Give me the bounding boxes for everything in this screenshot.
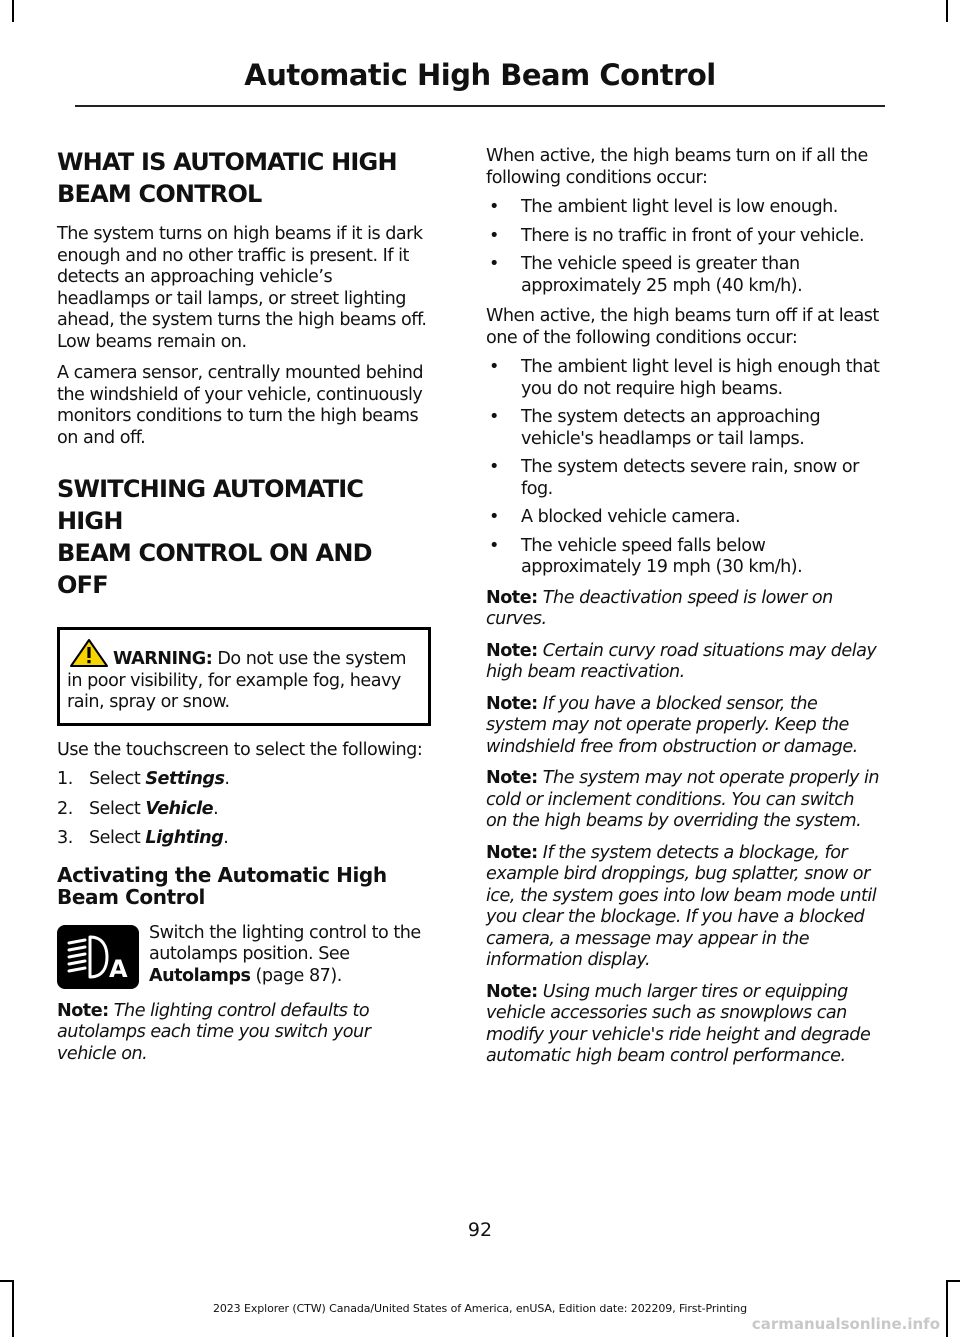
svg-text:A: A xyxy=(109,954,128,983)
paragraph: A camera sensor, centrally mounted behind the windshield of your vehicle, continuously monitors conditions to turn the high beams on and off. xyxy=(57,363,424,448)
list-text: The system detects an approaching vehicle's headlamps or tail lamps. xyxy=(521,407,821,449)
step-number: 3. xyxy=(57,828,73,848)
note xyxy=(486,588,880,631)
step-text: Select xyxy=(89,769,146,789)
note xyxy=(57,1001,429,1066)
note-text: The lighting control defaults to autolamps each time you switch your vehicle on. xyxy=(57,1000,371,1064)
list-text: The vehicle speed is greater than approximately 25 mph (40 km/h). xyxy=(521,254,803,296)
bullet: • xyxy=(489,225,499,246)
note-text: The deactivation speed is lower on curves. xyxy=(486,587,833,629)
list-item xyxy=(486,197,880,219)
list-text: A blocked vehicle camera. xyxy=(521,507,741,527)
note xyxy=(486,694,880,759)
menu-item-settings: Settings xyxy=(145,769,225,789)
page-number: 92 xyxy=(467,1219,493,1241)
list-text: The ambient light level is high enough that you do not require high beams. xyxy=(521,357,880,399)
footer-text: 2023 Explorer (CTW) Canada/United States of America, enUSA, Edition date: 202209, First-Printing xyxy=(212,1302,748,1315)
conditions-on-list xyxy=(486,197,880,297)
left-column xyxy=(57,146,429,1065)
list-item xyxy=(57,769,429,791)
page-reference: (page 87). xyxy=(250,965,342,986)
note-label: Note: xyxy=(486,981,538,1002)
note xyxy=(486,768,880,833)
step-punct: . xyxy=(224,769,230,789)
step-punct: . xyxy=(213,798,219,819)
paragraph: When active, the high beams turn off if at least one of the following conditions occur: xyxy=(486,306,879,348)
note xyxy=(486,641,880,684)
section-heading-switching xyxy=(57,473,429,601)
step-text: Select xyxy=(89,828,146,848)
list-item xyxy=(486,357,880,400)
steps-list xyxy=(57,769,429,850)
list-item xyxy=(57,799,429,821)
crop-mark xyxy=(0,1280,14,1282)
conditions-off-list xyxy=(486,357,880,579)
heading-line: BEAM CONTROL ON AND OFF xyxy=(57,539,372,599)
list-text: There is no traffic in front of your vehicle. xyxy=(521,225,865,246)
list-item xyxy=(486,457,880,500)
step-number: 2. xyxy=(57,798,73,819)
note-label: Note: xyxy=(486,640,538,661)
note-label: Note: xyxy=(486,768,538,788)
warning-box xyxy=(57,627,431,726)
icon-instruction-text xyxy=(149,923,429,989)
paragraph: When active, the high beams turn on if all the following conditions occur: xyxy=(486,146,868,188)
bullet: • xyxy=(489,507,499,527)
note xyxy=(486,843,880,972)
list-item xyxy=(486,536,880,579)
crop-mark xyxy=(946,1280,960,1282)
step-number: 1. xyxy=(57,769,73,789)
bullet: • xyxy=(489,254,499,274)
subsection-heading: Activating the Automatic High Beam Control xyxy=(57,862,387,909)
note-label: Note: xyxy=(486,842,538,863)
step-punct: . xyxy=(223,828,229,848)
bullet: • xyxy=(489,457,499,477)
crop-mark xyxy=(946,0,948,22)
icon-instruction xyxy=(57,923,429,989)
list-text: The system detects severe rain, snow or fog. xyxy=(521,457,859,499)
warning-triangle-icon xyxy=(69,638,109,668)
list-item xyxy=(486,226,880,248)
heading-line: SWITCHING AUTOMATIC HIGH xyxy=(57,475,364,535)
note-label: Note: xyxy=(486,693,538,714)
warning-text: Do not use the system in poor visibility, for example fog, heavy rain, spray or snow. xyxy=(67,649,406,712)
section-heading-what-is xyxy=(57,146,429,210)
list-text: The ambient light level is low enough. xyxy=(521,197,838,217)
page-title: Automatic High Beam Control xyxy=(244,58,716,92)
right-column xyxy=(486,146,880,1068)
list-item xyxy=(486,254,880,297)
warning-label: WARNING: xyxy=(113,649,213,669)
list-item xyxy=(57,828,429,850)
note-text: Using much larger tires or equipping vehicle accessories such as snowplows can modify your vehicle's ride height and degrade automatic high beam control performance. xyxy=(486,981,871,1066)
bullet: • xyxy=(489,535,499,556)
list-item xyxy=(486,407,880,450)
note-label: Note: xyxy=(57,1000,109,1021)
note-text: If you have a blocked sensor, the system may not operate properly. Keep the windshield free from obstruction or damage. xyxy=(486,693,858,757)
bullet: • xyxy=(489,357,499,377)
paragraph: The system turns on high beams if it is dark enough and no other traffic is present. If it detects an approaching vehicle’s headlamps or tail lamps, or street lighting ahead, the system turns the high beams off. Low beams remain on. xyxy=(57,224,427,352)
watermark: carmanualsonline.info xyxy=(751,1315,940,1333)
header-divider xyxy=(75,105,885,107)
list-item xyxy=(486,507,880,529)
crop-mark xyxy=(12,0,14,22)
heading-line: WHAT IS AUTOMATIC HIGH xyxy=(57,148,397,176)
heading-line: BEAM CONTROL xyxy=(57,180,262,208)
menu-item-vehicle: Vehicle xyxy=(145,798,214,819)
note-text: Certain curvy road situations may delay high beam reactivation. xyxy=(486,640,877,682)
auto-high-beam-icon xyxy=(57,925,139,989)
instruction-text: Switch the lighting control to the autolamps position. See xyxy=(149,922,421,964)
step-text: Select xyxy=(89,798,146,819)
list-text: The vehicle speed falls below approximately 19 mph (30 km/h). xyxy=(521,535,803,577)
note-text: The system may not operate properly in cold or inclement conditions. You can switch on the high beams by overriding the system. xyxy=(486,768,880,831)
bullet: • xyxy=(489,197,499,217)
paragraph: Use the touchscreen to select the following: xyxy=(57,739,423,760)
note-text: If the system detects a blockage, for example bird droppings, bug splatter, snow or ice, the system goes into low beam mode until you clear the blockage. If you have a blocked camera, a message may appear in the information display. xyxy=(486,842,877,970)
note-label: Note: xyxy=(486,587,538,608)
menu-item-lighting: Lighting xyxy=(145,828,224,848)
autolamps-link[interactable]: Autolamps xyxy=(149,965,251,986)
bullet: • xyxy=(489,407,499,427)
note xyxy=(486,982,880,1068)
